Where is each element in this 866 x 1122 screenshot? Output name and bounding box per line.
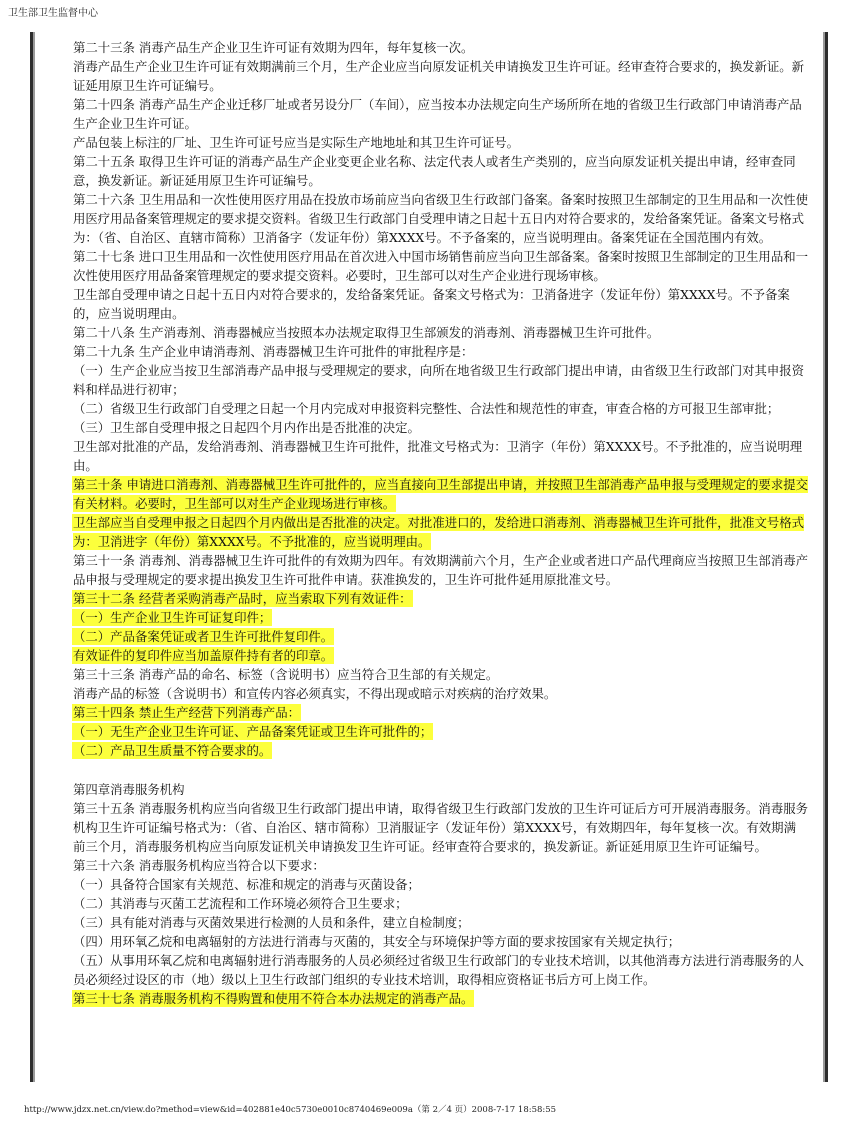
highlighted-paragraph	[73, 703, 808, 722]
highlighted-paragraph	[73, 513, 808, 551]
page-footer-url: http://www.jdzx.net.cn/view.do?method=view&id=402881e40c5730e0010c8740469e009a（第 2／4 页）2008-7-17 18:58:55	[24, 1105, 557, 1115]
highlight-mark: 第三十二条 经营者采购消毒产品时，应当索取下列有效证件：	[73, 591, 412, 606]
paragraph: 第四章消毒服务机构	[73, 782, 185, 797]
highlighted-paragraph	[73, 475, 808, 513]
paragraph: 第三十三条 消毒产品的命名、标签（含说明书）应当符合卫生部的有关规定。	[73, 667, 499, 682]
highlight-mark: 第三十七条 消毒服务机构不得购置和使用不符合本办法规定的消毒产品。	[73, 991, 474, 1006]
highlight-mark: （一）无生产企业卫生许可证、产品备案凭证或卫生许可批件的；	[73, 724, 433, 739]
paragraph: （三）具有能对消毒与灭菌效果进行检测的人员和条件，建立自检制度；	[73, 915, 470, 930]
highlight-mark: 卫生部应当自受理申报之日起四个月内做出是否批准的决定。对批准进口的，发给进口消毒剂、消毒器械卫生许可批件，批准文号格式为：卫消进字（年份）第XXXX号。不予批准的，应当说明理由。	[73, 515, 805, 549]
paragraph: 第三十一条 消毒剂、消毒器械卫生许可批件的有效期为四年。有效期满前六个月，生产企业或者进口产品代理商应当按照卫生部消毒产品申报与受理规定的要求提出换发卫生许可批件申请。获准换发的，卫生许可批件延用原批准文号。	[73, 553, 808, 587]
highlighted-paragraph	[73, 627, 808, 646]
paragraph: 消毒产品的标签（含说明书）和宣传内容必须真实，不得出现或暗示对疾病的治疗效果。	[73, 686, 557, 701]
paragraph: 第二十六条 卫生用品和一次性使用医疗用品在投放市场前应当向省级卫生行政部门备案。备案时按照卫生部制定的卫生用品和一次性使用医疗用品备案管理规定的要求提交资料。省级卫生行政部门自受理申请之日起十五日内对符合要求的，发给备案凭证。备案文号格式为：（省、自治区、直辖市简称）卫消备字（发证年份）第XXXX号。不予备案的，应当说明理由。备案凭证在全国范围内有效。	[73, 192, 808, 245]
paragraph: 第三十六条 消毒服务机构应当符合以下要求：	[73, 858, 325, 873]
highlighted-paragraph	[73, 646, 808, 665]
paragraph: 第二十四条 消毒产品生产企业迁移厂址或者另设分厂（车间），应当按本办法规定向生产场所所在地的省级卫生行政部门申请消毒产品生产企业卫生许可证。	[73, 97, 802, 131]
site-header-title: 卫生部卫生监督中心	[8, 8, 98, 19]
highlight-mark: （二）产品卫生质量不符合要求的。	[73, 743, 272, 758]
paragraph: 第三十五条 消毒服务机构应当向省级卫生行政部门提出申请，取得省级卫生行政部门发放的卫生许可证后方可开展消毒服务。消毒服务机构卫生许可证编号格式为：（省、自治区、辖市简称）卫消服证字（发证年份）第XXXX号，有效期四年，每年复核一次。有效期满前三个月，消毒服务机构应当向原发证机关申请换发卫生许可证。经审查符合要求的，换发新证。新证延用原卫生许可证编号。	[73, 801, 808, 854]
paragraph: （一）具备符合国家有关规范、标准和规定的消毒与灭菌设备；	[73, 877, 420, 892]
paragraph: （二）其消毒与灭菌工艺流程和工作环境必须符合卫生要求；	[73, 896, 408, 911]
section-gap	[73, 760, 808, 780]
paragraph: 第二十七条 进口卫生用品和一次性使用医疗用品在首次进入中国市场销售前应当向卫生部备案。备案时按照卫生部制定的卫生用品和一次性使用医疗用品备案管理规定的要求提交资料。必要时，卫生部可以对生产企业进行现场审核。	[73, 249, 808, 283]
paragraph: 第二十九条 生产企业申请消毒剂、消毒器械卫生许可批件的审批程序是：	[73, 344, 474, 359]
highlighted-paragraph	[73, 722, 808, 741]
highlight-mark: （一）生产企业卫生许可证复印件；	[73, 610, 272, 625]
paragraph: （四）用环氧乙烷和电离辐射的方法进行消毒与灭菌的，其安全与环境保护等方面的要求按国家有关规定执行；	[73, 934, 681, 949]
regulation-text	[73, 38, 808, 1008]
highlight-mark: 第三十四条 禁止生产经营下列消毒产品：	[73, 705, 300, 720]
paragraph: （三）卫生部自受理申报之日起四个月内作出是否批准的决定。	[73, 420, 420, 435]
highlight-mark: 第三十条 申请进口消毒剂、消毒器械卫生许可批件的，应当直接向卫生部提出申请，并按照卫生部消毒产品申报与受理规定的要求提交有关材料。必要时，卫生部可以对生产企业现场进行审核。	[73, 477, 808, 511]
paragraph: 第二十八条 生产消毒剂、消毒器械应当按照本办法规定取得卫生部颁发的消毒剂、消毒器械卫生许可批件。	[73, 325, 660, 340]
highlighted-paragraph	[73, 741, 808, 760]
paragraph: 卫生部自受理申请之日起十五日内对符合要求的，发给备案凭证。备案文号格式为：卫消备进字（发证年份）第XXXX号。不予备案的，应当说明理由。	[73, 287, 790, 321]
paragraph: （二）省级卫生行政部门自受理之日起一个月内完成对申报资料完整性、合法性和规范性的审查，审查合格的方可报卫生部审批；	[73, 401, 780, 416]
paragraph: 卫生部对批准的产品，发给消毒剂、消毒器械卫生许可批件，批准文号格式为：卫消字（年份）第XXXX号。不予批准的，应当说明理由。	[73, 439, 803, 473]
highlighted-paragraph	[73, 989, 808, 1008]
paragraph: 第二十三条 消毒产品生产企业卫生许可证有效期为四年，每年复核一次。	[73, 40, 474, 55]
paragraph: （一）生产企业应当按卫生部消毒产品申报与受理规定的要求，向所在地省级卫生行政部门提出申请，由省级卫生行政部门对其申报资料和样品进行初审；	[73, 363, 805, 397]
paragraph: （五）从事用环氧乙烷和电离辐射进行消毒服务的人员必须经过省级卫生行政部门的专业技术培训，以其他消毒方法进行消毒服务的人员必须经过设区的市（地）级以上卫生行政部门组织的专业技术培训，取得相应资格证书后方可上岗工作。	[73, 953, 805, 987]
highlight-mark: （二）产品备案凭证或者卫生许可批件复印件。	[73, 629, 334, 644]
highlighted-paragraph	[73, 589, 808, 608]
highlight-mark: 有效证件的复印件应当加盖原件持有者的印章。	[73, 648, 334, 663]
paragraph: 第二十五条 取得卫生许可证的消毒产品生产企业变更企业名称、法定代表人或者生产类别的，应当向原发证机关提出申请，经审查同意，换发新证。新证延用原卫生许可证编号。	[73, 154, 796, 188]
paragraph: 消毒产品生产企业卫生许可证有效期满前三个月，生产企业应当向原发证机关申请换发卫生许可证。经审查符合要求的，换发新证。新证延用原卫生许可证编号。	[73, 59, 805, 93]
paragraph: 产品包装上标注的厂址、卫生许可证号应当是实际生产地地址和其卫生许可证号。	[73, 135, 520, 150]
highlighted-paragraph	[73, 608, 808, 627]
